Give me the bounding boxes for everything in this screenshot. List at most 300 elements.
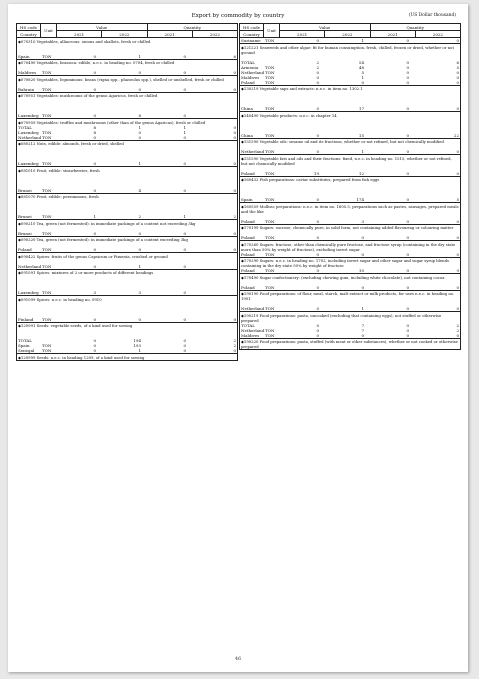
country-row [240,333,460,338]
unit-cell: TON [42,214,52,219]
value-2021-cell: 0 [316,332,319,338]
year-2022: 2022 [415,31,460,38]
unit-cell: TON [265,218,275,224]
quantity-2022-cell: 0 [456,69,459,75]
commodity-entry [239,155,461,177]
value-2021-cell: 0 [93,316,96,322]
unit-cell: TON [42,161,52,166]
value-2021-cell: 0 [93,134,96,140]
value-2021-cell: 8 [93,129,96,135]
value-2021-cell: 0 [316,268,319,273]
value-2022-cell: 1 [361,306,364,311]
commodity-description: ◆121221 Seaweeds and other algae: fit for human consumption, fresh, chilled, frozen or dried, whether or not ground [241,44,454,55]
quantity-2021-cell: 0 [406,106,409,111]
country-row [240,171,460,176]
quantity-2021-cell: 0 [183,161,186,166]
quantity-2022-cell: 0 [456,332,459,338]
value-2021-cell: 0 [316,79,319,85]
quantity-2021-cell: 0 [406,59,409,65]
quantity-2021-cell: 0 [406,132,409,138]
unit-cell: TON [265,74,275,80]
value-2022-cell: 15 [358,132,364,138]
commodity-description: ◆140490 Vegetable products: n.e.c. in chapter 14 [241,112,337,118]
country-cell: TOTAL [241,322,255,328]
quantity-2022-cell: 0 [233,161,236,166]
country-cell: Luxembrg [18,113,39,118]
commodity-description: ◆091099 Spices: n.e.c. in heading no. 0910 [18,296,102,302]
value-2021-cell: 0 [93,86,96,92]
commodity-entry [239,339,461,351]
country-row [17,135,237,140]
unit-cell: TON [265,284,275,290]
quantity-2022-cell: 0 [233,134,236,140]
value-2022-cell: 194 [133,338,141,343]
quantity-2022-cell: 2 [456,322,459,328]
quantity-2022-cell: 2 [233,338,236,343]
quantity-2021-cell: 0 [406,197,409,202]
country-cell: Brunei [18,230,32,236]
quantity-2021-cell: 0 [183,343,186,348]
commodity-description: ◆151590 Vegetable oils: sesame oil and its fractions, whether or not refined, but not chemically modified [241,139,444,144]
quantity-header: Quantity [370,24,461,31]
right-entries [239,38,461,350]
year-2021: 2021 [57,31,102,38]
unit-cell: TON [265,79,275,85]
value-2021-cell: 0 [316,106,319,111]
unit-cell: TON [42,343,52,348]
commodity-entry [16,237,238,254]
country-row [240,106,460,111]
commodity-entry [16,60,238,77]
commodity-entry [16,270,238,297]
right-column [239,23,461,350]
quantity-2022-cell: 0 [456,79,459,85]
commodity-entry [16,38,238,60]
quantity-2021-cell: 0 [406,235,409,240]
quantity-2022-cell: 5 [456,64,459,70]
value-2022-cell: 48 [358,64,364,70]
country-cell: Maldives [18,70,37,75]
quantity-2021-cell: 0 [406,332,409,338]
commodity-entry [239,312,461,339]
quantity-2022-cell: 2 [456,327,459,333]
country-cell: Spain [241,197,253,202]
column-header [239,23,461,38]
quantity-2022-cell: 0 [233,247,236,252]
commodity-description: ◆091091 Spices: mixtures of 2 or more products of different headings [18,270,154,275]
country-row [17,231,237,236]
value-2022-cell: 0 [361,235,364,240]
country-row [240,197,460,202]
value-2022-cell: 1 [138,124,141,130]
country-cell: Finland [18,316,34,322]
quantity-2021-cell: 0 [406,79,409,85]
value-2021-cell: 0 [316,149,319,154]
value-2022-cell: 0 [138,134,141,140]
country-cell: Luxembrg [18,290,39,295]
country-cell: China [241,132,253,138]
quantity-2021-cell: 0 [406,306,409,311]
quantity-2021-cell: 0 [183,86,186,92]
value-2021-cell: 0 [93,247,96,252]
unit-cell: TON [42,129,52,135]
column-header [16,23,238,38]
commodity-entry [239,177,461,204]
commodity-description: ◆090422 Spices: fruits of the genus Capsicum or Pimenta, crushed or ground [18,253,168,259]
quantity-2021-cell: 0 [406,251,409,257]
quantity-2021-cell: 0 [183,53,186,59]
quantity-2021-cell: 0 [406,64,409,70]
quantity-2022-cell: 6 [456,59,459,65]
quantity-2022-cell: 2 [233,214,236,219]
country-row [17,348,237,353]
country-cell: Poland [241,268,255,273]
commodity-entry [16,167,238,194]
year-2022: 2022 [102,31,147,38]
unit-cell: TON [265,235,275,240]
country-row [17,87,237,92]
quantity-2021-cell: 0 [183,316,186,322]
unit-cell: TON [42,86,52,92]
value-2021-cell: 0 [93,113,96,118]
unit-note: (US Dollar thousand) [408,13,456,18]
quantity-2021-cell: 0 [406,149,409,154]
country-cell: Luxembrg [18,161,39,166]
country-cell: Netherland [241,149,265,154]
value-2021-cell: 0 [93,263,96,269]
quantity-2022-cell: 0 [233,129,236,135]
hs-code-header: HS code [17,24,41,31]
quantity-2021-cell: 0 [406,268,409,273]
country-cell: Poland [241,251,255,257]
value-2022-cell: 0 [138,230,141,236]
country-cell: Poland [241,284,255,290]
unit-cell: TON [265,268,275,273]
value-2022-cell: 1 [361,149,364,154]
value-2021-cell: 0 [316,322,319,328]
commodity-description: ◆080212 Nuts, edible: almonds, fresh or dried, shelled [18,141,124,146]
quantity-2022-cell: 6 [233,53,236,59]
commodity-description: ◆070310 Vegetables, alliaceous: onions and shallots, fresh or chilled [18,38,151,44]
quantity-2022-cell [192,113,237,118]
commodity-description: ◆090220 Tea, green (not fermented): in immediate packings of a content exceeding 3kg [18,237,188,242]
country-cell: Poland [241,170,255,176]
country-cell: China [241,106,253,111]
commodity-entry [16,354,238,361]
commodity-entry [239,112,461,139]
unit-cell: TON [42,134,52,140]
commodity-entry [16,119,238,141]
value-2022-cell: 0 [361,251,364,257]
country-row [240,235,460,240]
year-2022: 2022 [325,31,370,38]
value-2022-cell: 7 [361,327,364,333]
value-2021-cell: 0 [316,251,319,257]
value-2022-cell: 17 [358,106,364,111]
country-cell: Maldives [241,74,260,80]
value-2021-cell: 3 [93,290,96,295]
unit-cell: TON [42,70,52,75]
quantity-2021-cell: 0 [183,263,186,269]
country-row [17,264,237,269]
quantity-2022-cell: 0 [456,235,459,240]
unit-cell: TON [265,64,275,70]
commodity-description: ◆170490 Sugar confectionery: (excluding chewing gum, including white chocolate), not containing cocoa [241,274,445,280]
value-2022-cell: 1 [361,38,364,43]
commodity-description: ◆190190 Food preparations: of flour, meal, starch, malt extract or milk products, for uses n.e.c. in heading no. 1901 [241,291,455,301]
hs-code-header: HS code [240,24,264,31]
value-2021-cell: 0 [316,284,319,290]
value-2021-cell: 0 [316,132,319,138]
country-header: Country [240,31,264,38]
quantity-2022-cell: 0 [456,74,459,80]
quantity-2021-cell: 0 [183,113,186,118]
country-row [17,161,237,166]
quantity-2021-cell: 0 [183,348,186,353]
commodity-description: ◆081070 Fruit, edible: persimmons, fresh [18,194,99,199]
quantity-2022-cell: 0 [233,124,236,130]
country-row [240,133,460,138]
country-row [17,113,237,118]
value-2022-cell: 12 [358,170,364,176]
country-cell: Spain [18,53,30,59]
commodity-entry [16,194,238,221]
value-2022-cell: 5 [361,69,364,75]
country-cell: Netherland [241,69,265,75]
value-2022-cell: 2 [138,214,141,219]
unit-cell: TON [42,348,52,353]
year-2021: 2021 [147,31,192,38]
commodity-entry [16,220,238,237]
commodity-description: ◆190219 Food preparations: pasta, uncooked (excluding that containing eggs), not stuffed or otherwise prepared [241,312,442,323]
commodity-description: ◆070490 Vegetables, brassica: edible, n.e.c. in heading no. 0704, fresh or chilled [18,60,175,65]
value-2021-cell: 0 [93,230,96,236]
country-cell: Suriname [241,38,261,43]
value-2021-cell: 2 [316,59,319,65]
value-2022-cell: 1 [138,348,141,353]
commodity-entry [16,76,238,93]
country-row [17,70,237,75]
value-2022-cell: 0 [138,86,141,92]
value-2022-cell: 54 [358,59,364,65]
value-2022-cell: 0 [138,129,141,135]
commodity-description: ◆160432 Fish preparations: caviar substitutes, prepared from fish eggs [241,177,380,182]
unit-header: Unit [41,24,57,38]
country-row [240,252,460,257]
quantity-2021-cell: 1 [183,214,186,219]
country-row [17,188,237,193]
quantity-2022-cell: 0 [233,187,236,193]
quantity-2021-cell: 0 [183,247,186,252]
country-cell: TOTAL [18,338,32,343]
unit-cell: TON [265,251,275,257]
country-cell: Armenia [241,64,259,70]
quantity-2021-cell: 0 [183,290,186,295]
quantity-2022-cell: 5 [456,197,459,202]
quantity-2022-cell: 0 [233,230,236,236]
country-row [17,54,237,59]
unit-cell: TON [265,132,275,138]
value-header: Value [57,24,148,31]
country-row [240,80,460,85]
commodity-entry [239,274,461,291]
unit-cell: TON [265,170,275,176]
commodity-entry [16,253,238,270]
year-2021: 2021 [370,31,415,38]
country-cell: Maldives [241,332,260,338]
quantity-2022-cell: 0 [456,149,459,154]
quantity-2021-cell: 0 [406,170,409,176]
value-2022-cell: 174 [356,197,364,202]
value-2021-cell: 0 [316,38,319,43]
unit-cell: TON [265,106,275,111]
value-2022-cell: 3 [138,290,141,295]
quantity-2021-cell: 0 [183,230,186,236]
unit-cell: TON [265,38,275,43]
unit-cell: TON [265,327,275,333]
country-row [240,38,460,43]
quantity-2021-cell: 0 [183,134,186,140]
value-2022-cell: 3 [361,218,364,224]
country-row [17,214,237,219]
value-2021-cell: 8 [93,124,96,130]
commodity-entry [16,296,238,323]
value-2022-cell: 0 [361,332,364,338]
unit-cell: TON [42,187,52,193]
country-cell: TOTAL [241,59,255,65]
country-cell: Netherland [241,306,265,311]
commodity-entry [16,323,238,355]
value-2021-cell: 0 [316,235,319,240]
value-2022-cell: 1 [138,53,141,59]
quantity-2022-cell: 0 [233,86,236,92]
value-2021-cell: 0 [316,306,319,311]
quantity-2022-cell [192,290,237,295]
quantity-header: Quantity [147,24,238,31]
value-2022-cell: 0 [138,316,141,322]
value-2021-cell: 2 [316,64,319,70]
quantity-2022-cell: 0 [456,106,459,111]
unit-cell: TON [265,306,275,311]
value-2021-cell: 0 [93,161,96,166]
country-cell: Senegal [18,348,35,353]
commodity-entry [239,44,461,86]
value-2021-cell: 0 [316,327,319,333]
quantity-2022-cell: 2 [233,343,236,348]
value-2021-cell: 0 [93,53,96,59]
value-2022-cell: 8 [138,113,141,118]
unit-cell: TON [265,197,275,202]
country-cell: TOTAL [18,124,32,130]
country-row [17,247,237,252]
commodity-description: ◆120991 Seeds: vegetable seeds, of a kind used for sowing [18,323,133,328]
commodity-entry [239,291,461,313]
value-2022-cell: 1 [138,161,141,166]
country-cell: Netherland [18,263,42,269]
left-column [16,23,238,361]
quantity-2022-cell: 0 [233,316,236,322]
country-cell: Poland [241,218,255,224]
value-2021-cell: 0 [316,197,319,202]
country-row [17,317,237,322]
quantity-2022-cell: 0 [456,218,459,224]
quantity-2022-cell: 0 [456,38,459,43]
commodity-description: ◆130219 Vegetable saps and extracts: n.e.c. in item no. 1302.1 [241,86,363,91]
country-row [240,149,460,154]
quantity-2022-cell: 0 [233,348,236,353]
country-row [240,306,460,311]
commodity-description: ◆081010 Fruit, edible: strawberries, fresh [18,167,100,173]
unit-cell: TON [265,149,275,154]
value-2022-cell: 4 [138,187,141,193]
quantity-2021-cell: 0 [406,322,409,328]
country-cell: Poland [18,247,32,252]
commodity-description: ◆090210 Tea, green (not fermented): in immediate packings of a content not exceeding 3kg [18,220,196,226]
page-title: Export by commodity by country [191,13,285,19]
value-2021-cell: 0 [93,343,96,348]
quantity-2021-cell: 1 [183,129,186,135]
commodity-description: ◆070951 Vegetables: mushrooms of the genus Agaricus, fresh or chilled [18,93,158,98]
quantity-2022-cell: 9 [456,268,459,273]
quantity-2021-cell: 0 [406,218,409,224]
unit-cell: TON [42,290,52,295]
country-cell: Luxembrg [18,129,39,135]
value-2022-cell: 0 [138,247,141,252]
quantity-2021-cell: 0 [183,70,186,75]
commodity-entry [239,203,461,225]
unit-cell: TON [42,230,52,236]
country-cell: Netherland [18,134,42,140]
country-row [240,268,460,273]
commodity-description: ◆170290 Sugars: n.e.c. in heading no. 1702, including invert sugar and other sugar and sugar syrup blends containing in the dry state 50% by weight of fructose [241,258,449,268]
value-2021-cell: 0 [316,74,319,80]
value-2021-cell: 0 [93,348,96,353]
country-row [240,285,460,290]
commodity-description: ◆120999 Seeds: n.e.c. in heading 1209, of a kind used for sowing [18,354,145,360]
value-2021-cell: 0 [316,218,319,224]
commodity-description: ◆170260 Sugars: fructose, other than chemically pure fructose, and fructose syrup (containing in the dry state more than 50% by weight of fructose), excluding invert sugar [241,241,456,252]
unit-cell: TON [265,332,275,338]
value-2022-cell: 1 [138,263,141,269]
country-row [240,219,460,224]
country-cell: Netherland [241,327,265,333]
quantity-2022-cell: 22 [453,132,459,138]
commodity-description: ◆151590 Vegetable fats and oils and their fractions: fixed, n.e.c. in heading no. 1515, whether or not refined, but not chemically modified [241,155,452,166]
quantity-2021-cell: 0 [183,338,186,343]
unit-cell: TON [42,113,52,118]
quantity-2021-cell: 0 [406,284,409,290]
quantity-2021-cell: 0 [406,38,409,43]
value-2022-cell: 10 [358,268,364,273]
quantity-2022-cell: 0 [456,306,459,311]
country-row [17,290,237,295]
quantity-2022-cell: 0 [233,70,236,75]
quantity-2021-cell: 0 [406,69,409,75]
country-cell: Brunei [18,214,32,219]
quantity-2022-cell [192,264,237,269]
commodity-description: ◆070820 Vegetables, leguminous: beans (vigna spp., phaseolus spp.), shelled or unshelled, fresh or chilled [18,76,224,82]
unit-header: Unit [264,24,280,38]
value-2022-cell: 7 [361,322,364,328]
quantity-2022-cell: 0 [456,170,459,176]
unit-cell: TON [42,316,52,322]
commodity-entry [239,258,461,275]
unit-cell: TON [265,69,275,75]
commodity-description: ◆160559 Mollusc preparations: n.e.c. in item no. 1605.5, preparations such as pastes, sausages, prepared meals and the like [241,203,459,214]
quantity-2021-cell: 0 [183,187,186,193]
value-2022-cell: 193 [133,343,141,348]
quantity-2022-cell: 0 [456,251,459,257]
